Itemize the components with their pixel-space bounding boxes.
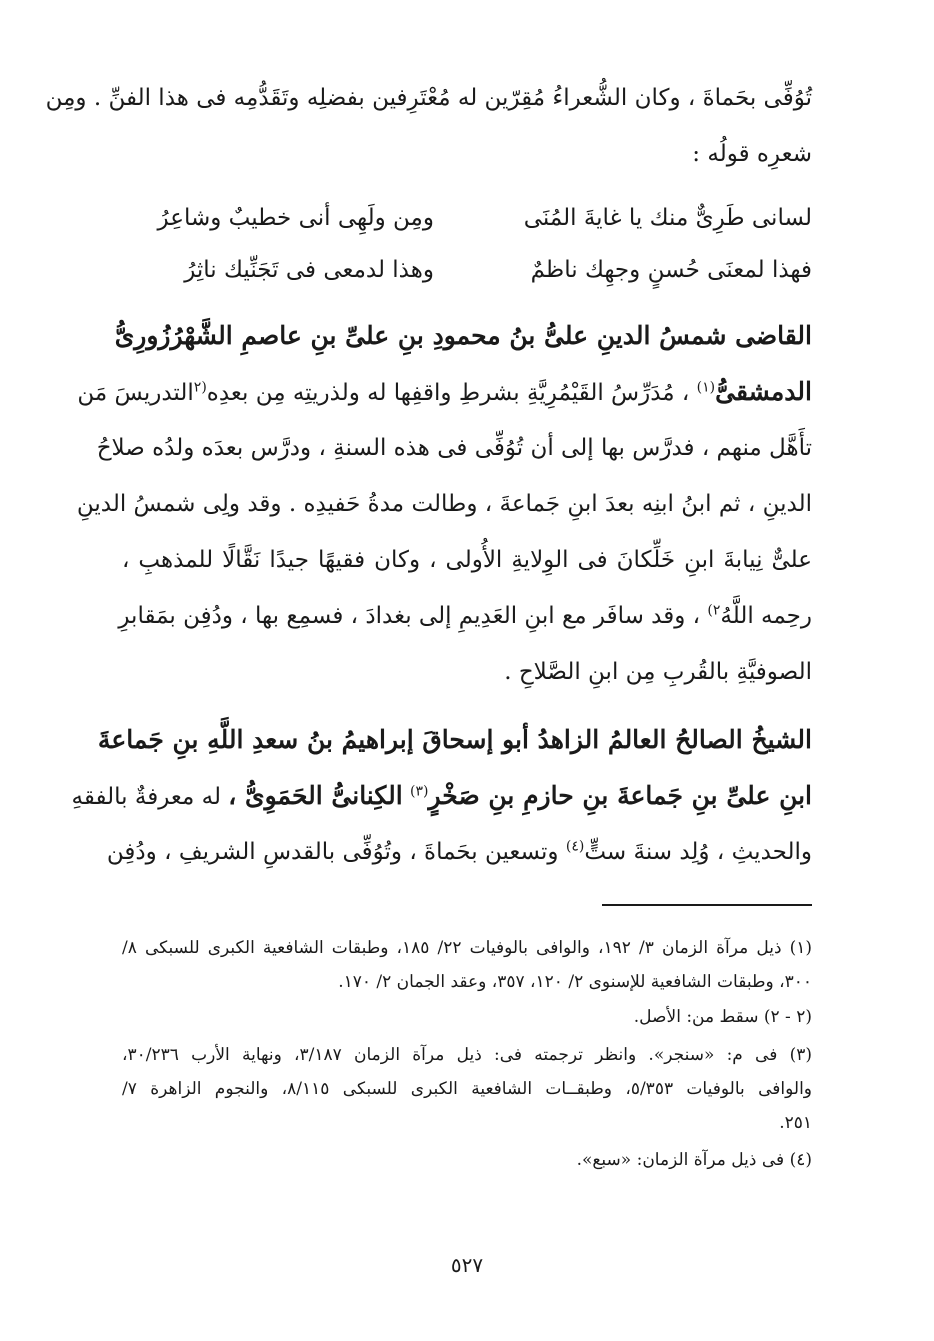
body-text: ، مُدَرِّسُ القَيْمُرِيَّةِ بشرطِ واقفِها له ولذريتِه مِن بعدِه: [206, 380, 690, 406]
body-text: التدريسَ مَن: [77, 380, 194, 406]
body-line: [77, 372, 812, 413]
footnote-ref: ٢): [707, 602, 721, 619]
footnote-ref: (١): [696, 379, 716, 396]
body-line: شعرِه قولُه :: [692, 141, 812, 167]
footnote-line: (٣) فى م: «سنجر». وانظر ترجمته فى: ذيل مرآة الزمان ٣/١٨٧، ونهاية الأرب ٣٠/٢٣٦،: [122, 1045, 812, 1065]
biography-heading-continued: الكِنانىُّ الحَمَوِىُّ ،: [228, 781, 403, 810]
footnote-line: (٢ - ٢) سقط من: الأصل.: [633, 1007, 812, 1027]
page-number: ٥٢٧: [450, 1253, 484, 1277]
biography-heading-continued: الدمشقىُّ: [715, 377, 812, 406]
body-line: تأَهَّل منهم ، فدرَّس بها إلى أن تُوُفِّى فى هذه السنةِ ، ودرَّس بعدَه ولدُه صلاحُ: [96, 435, 812, 461]
footnote-ref: (٢: [193, 379, 207, 396]
poem-verse-first-hemistich: لسانى طَرِىٌّ منك يا غايةَ المُنَى: [523, 205, 812, 231]
body-line: [106, 832, 812, 872]
footnote-ref: (٤): [565, 838, 585, 855]
footnote-line: ٢٥١.: [779, 1113, 812, 1133]
footnote-line: (٤) فى ذيل مرآة الزمان: «سبع».: [576, 1150, 812, 1170]
footnote-line: (١) ذيل مرآة الزمان ٣/ ١٩٢، والوافى بالوفيات ٢٢/ ١٨٥، وطبقات الشافعية الكبرى للسبكى ٨/: [122, 938, 813, 958]
poem-verse-first-hemistich: فهذا لمعنَى حُسنٍ وجهِك ناظمٌ: [530, 257, 812, 283]
body-line: الصوفيَّةِ بالقُربِ مِن ابنِ الصَّلاحِ .: [504, 659, 812, 685]
biography-heading-continued: ابنِ علىِّ بنِ جَماعةَ بنِ حازمِ بنِ صَخْرٍ: [428, 781, 812, 810]
footnote-line: والوافى بالوفيات ٥/٣٥٣، وطبقــات الشافعية الكبرى للسبكى ٨/١١٥، والنجوم الزاهرة ٧/: [122, 1079, 812, 1099]
body-text: وتسعين بحَماةَ ، وتُوُفِّى بالقدسِ الشريفِ ، ودُفِن: [106, 839, 559, 865]
poem-verse-second-hemistich: وهذا لدمعى فى تَجَنِّيك ناثِرُ: [184, 257, 434, 283]
body-line: [118, 596, 812, 636]
footnote-separator: [602, 904, 812, 906]
poem-verse-second-hemistich: ومِن ولَهِى أنى خطيبٌ وشاعِرُ: [157, 205, 434, 231]
body-text: رحِمه اللَّهُ: [720, 603, 812, 629]
body-text: والحديثِ ، وُلِد سنةَ ستٍّ: [584, 839, 812, 865]
footnote-line: ٣٠٠، وطبقات الشافعية للإسنوى ٢/ ١٢٠، ٣٥٧، وعقد الجمان ٢/ ١٧٠.: [338, 972, 812, 992]
biography-heading: القاضى شمسُ الدينِ علىُّ بنُ محمودِ بنِ علىِّ بنِ عاصمِ الشَّهْرُزُورِىُّ: [114, 321, 812, 350]
body-line: [71, 776, 812, 817]
biography-heading: الشيخُ الصالحُ العالمُ الزاهدُ أبو إسحاقَ إبراهيمُ بنُ سعدِ اللَّهِ بنِ جَماعةَ: [97, 725, 812, 754]
body-line: تُوُفِّى بحَماةَ ، وكان الشُّعراءُ مُقِرّين له مُعْتَرِفين بفضلِه وتَقَدُّمِه فى هذا الفنِّ . ومِن: [45, 85, 812, 111]
body-line: الدينِ ، ثم ابنُ ابنِه بعدَ ابنِ جَماعةَ ، وطالت مدةُ حَفيدِه . وقد ولِى شمسُ الدينِ: [76, 491, 812, 517]
body-text: له معرفةٌ بالفقهِ: [71, 784, 221, 810]
body-text: ، وقد سافَر مع ابنِ العَدِيمِ إلى بغدادَ ، فسمِع بها ، ودُفِن بمَقابرِ: [118, 603, 701, 629]
footnote-ref: (٣): [410, 783, 429, 800]
body-line: علىٌّ نِيابةَ ابنِ خَلِّكانَ فى الوِلايةِ الأُولى ، وكان فقيهًا جيدًا نَقَّالًا للمذهبِ ،: [122, 547, 812, 573]
